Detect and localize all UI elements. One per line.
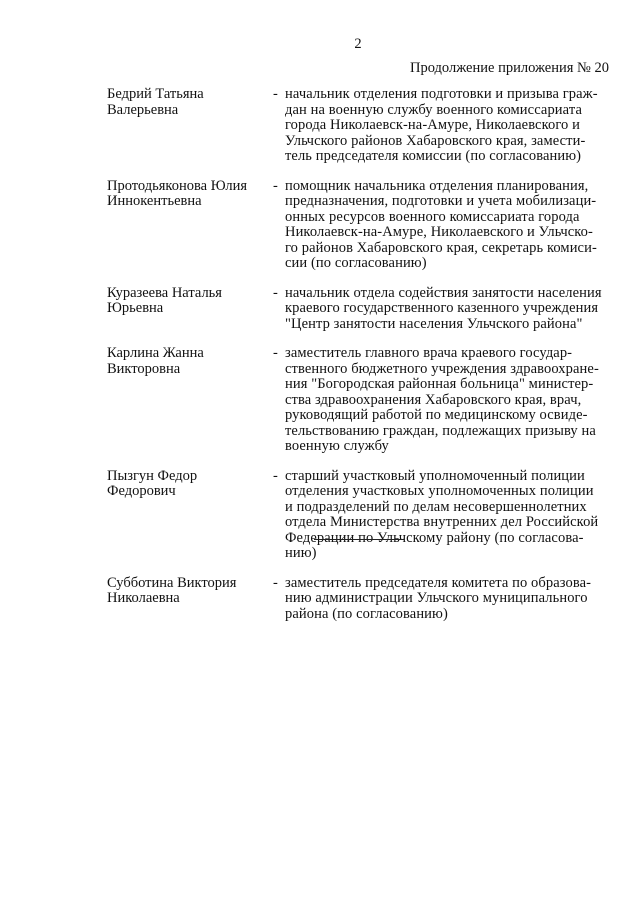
member-name: Субботина Виктория Николаевна (107, 574, 237, 606)
member-role: старший участковый уполномоченный полиции отделения участковых уполномоченных полиции и подразделений по делам несовершеннолетних отдела Министерства внутренних дел Российской Федерации по Ульчскому району (по согласова- нию) (285, 467, 599, 561)
member-name: Протодьяконова Юлия Иннокентьевна (107, 177, 248, 209)
member-name: Бедрий Татьяна Валерьевна (107, 86, 204, 118)
member-name: Куразеева Наталья Юрьевна (107, 284, 222, 316)
member-role: заместитель главного врача краевого государ- ственного бюджетного учреждения здравоохране- ния "Богородская районная больница" министер- ства здравоохранения Хабаровского края, врач, руководящий работой по медицинскому освиде- тельствованию граждан, подлежащих призыву на военную службу (285, 345, 599, 454)
member-name: Пызгун Федор Федорович (107, 467, 198, 499)
member-role: начальник отделения подготовки и призыва граж- дан на военную службу военного комиссариата города Николаевск-на-Амуре, Николаевского и Ульчского районов Хабаровского края, замести- тель председателя комиссии (по согласованию) (285, 86, 598, 164)
member-row (107, 87, 617, 165)
member-dash: - (273, 177, 278, 194)
member-role: помощник начальника отделения планирования, предназначения, подготовки и учета мобилизаци- онных ресурсов военного комиссариата города Николаевск-на-Амуре, Николаевского и Ульчско- го районов Хабаровского края, секретарь комиси- сии (по согласованию) (285, 177, 597, 271)
member-row (107, 576, 617, 623)
appendix-continuation-label: Продолжение приложения № 20 (410, 60, 609, 76)
member-dash: - (273, 345, 278, 361)
member-dash: - (273, 467, 278, 484)
member-row (107, 469, 617, 562)
member-row (107, 346, 617, 455)
member-role: заместитель председателя комитета по образова- нию администрации Ульчского муниципального района (по согласованию) (285, 574, 592, 622)
member-dash: - (273, 574, 278, 591)
page-number: 2 (354, 36, 362, 52)
commission-members-list (107, 87, 617, 636)
member-row (107, 179, 617, 272)
member-name: Карлина Жанна Викторовна (107, 345, 204, 377)
member-dash: - (273, 284, 278, 301)
member-role: начальник отдела содействия занятости населения краевого государственного казенного учреждения "Центр занятости населения Ульчского района" (285, 284, 602, 332)
member-dash: - (273, 86, 278, 102)
member-row (107, 286, 617, 333)
end-of-list-rule (314, 539, 404, 540)
